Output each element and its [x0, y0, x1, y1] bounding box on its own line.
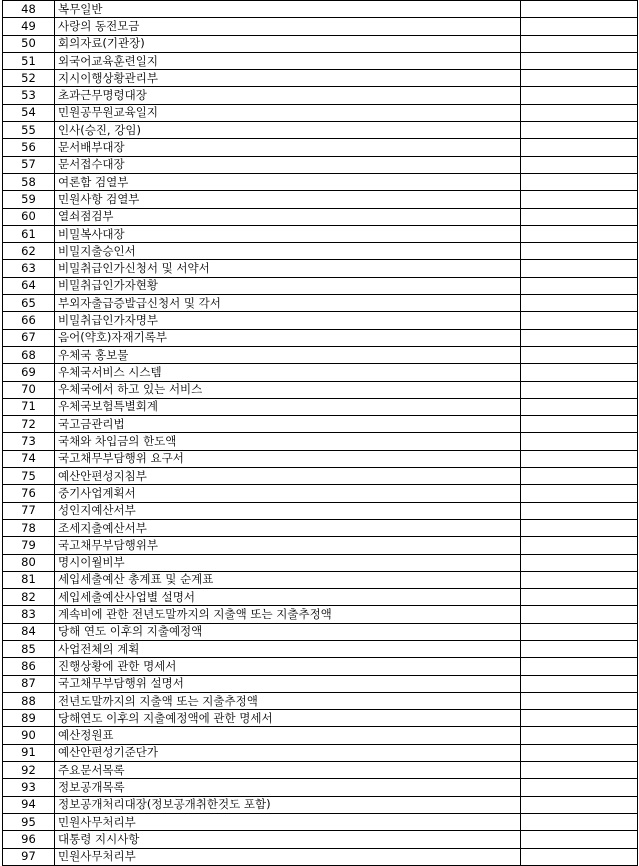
empty-cell — [521, 848, 638, 865]
row-number-cell: 78 — [3, 519, 55, 536]
table-row — [3, 813, 638, 830]
record-title-cell: 성인지예산서부 — [55, 502, 521, 519]
record-title-cell: 우체국서비스 시스템 — [55, 364, 521, 381]
empty-cell — [521, 468, 638, 485]
record-title-cell: 여론함 검열부 — [55, 173, 521, 190]
empty-cell — [521, 295, 638, 312]
record-title-cell: 비밀복사대장 — [55, 225, 521, 242]
empty-cell — [521, 796, 638, 813]
row-number-cell: 84 — [3, 623, 55, 640]
empty-cell — [521, 589, 638, 606]
record-title-cell: 민원공무원교육일지 — [55, 104, 521, 121]
row-number-cell: 81 — [3, 571, 55, 588]
table-row — [3, 744, 638, 761]
row-number-cell: 58 — [3, 173, 55, 190]
table-row — [3, 468, 638, 485]
empty-cell — [521, 104, 638, 121]
record-title-cell: 비밀지출승인서 — [55, 243, 521, 260]
row-number-cell: 54 — [3, 104, 55, 121]
empty-cell — [521, 433, 638, 450]
row-number-cell: 55 — [3, 122, 55, 139]
table-row — [3, 606, 638, 623]
empty-cell — [521, 346, 638, 363]
table-row — [3, 225, 638, 242]
record-title-cell: 외국어교육훈련일지 — [55, 52, 521, 69]
record-title-cell: 초과근무명령대장 — [55, 87, 521, 104]
empty-cell — [521, 727, 638, 744]
empty-cell — [521, 779, 638, 796]
record-title-cell: 지시이행상황관리부 — [55, 70, 521, 87]
table-row — [3, 398, 638, 415]
table-row — [3, 87, 638, 104]
table-row — [3, 554, 638, 571]
empty-cell — [521, 537, 638, 554]
row-number-cell: 51 — [3, 52, 55, 69]
record-title-cell: 중기사업계획서 — [55, 485, 521, 502]
row-number-cell: 73 — [3, 433, 55, 450]
record-title-cell: 세입세출예산사업별 설명서 — [55, 589, 521, 606]
table-row — [3, 848, 638, 865]
table-row — [3, 502, 638, 519]
record-title-cell: 우체국에서 하고 있는 서비스 — [55, 381, 521, 398]
row-number-cell: 69 — [3, 364, 55, 381]
table-row — [3, 381, 638, 398]
record-title-cell: 국고채무부담행위 설명서 — [55, 675, 521, 692]
empty-cell — [521, 710, 638, 727]
table-row — [3, 208, 638, 225]
record-title-cell: 정보공개목록 — [55, 779, 521, 796]
record-title-cell: 진행상황에 관한 명세서 — [55, 658, 521, 675]
table-row — [3, 831, 638, 848]
row-number-cell: 68 — [3, 346, 55, 363]
empty-cell — [521, 623, 638, 640]
empty-cell — [521, 173, 638, 190]
record-title-cell: 비밀취급인가자현황 — [55, 277, 521, 294]
table-row — [3, 243, 638, 260]
table-row — [3, 623, 638, 640]
row-number-cell: 79 — [3, 537, 55, 554]
row-number-cell: 91 — [3, 744, 55, 761]
empty-cell — [521, 398, 638, 415]
record-title-cell: 정보공개처리대장(정보공개취한것도 포함) — [55, 796, 521, 813]
table-row — [3, 416, 638, 433]
row-number-cell: 94 — [3, 796, 55, 813]
table-row — [3, 139, 638, 156]
record-title-cell: 회의자료(기관장) — [55, 35, 521, 52]
row-number-cell: 53 — [3, 87, 55, 104]
record-title-cell: 사랑의 동전모금 — [55, 18, 521, 35]
table-row — [3, 537, 638, 554]
table-row — [3, 519, 638, 536]
table-row — [3, 589, 638, 606]
empty-cell — [521, 156, 638, 173]
record-title-cell: 예산안편성기준단가 — [55, 744, 521, 761]
empty-cell — [521, 70, 638, 87]
record-title-cell: 문서접수대장 — [55, 156, 521, 173]
row-number-cell: 77 — [3, 502, 55, 519]
table-row — [3, 710, 638, 727]
record-title-cell: 비밀취급인가자명부 — [55, 312, 521, 329]
record-title-cell: 조세지출예산서부 — [55, 519, 521, 536]
table-row — [3, 156, 638, 173]
record-title-cell: 민원사무처리부 — [55, 848, 521, 865]
record-title-cell: 민원사무처리부 — [55, 813, 521, 830]
row-number-cell: 95 — [3, 813, 55, 830]
empty-cell — [521, 312, 638, 329]
row-number-cell: 56 — [3, 139, 55, 156]
row-number-cell: 66 — [3, 312, 55, 329]
row-number-cell: 52 — [3, 70, 55, 87]
empty-cell — [521, 831, 638, 848]
empty-cell — [521, 18, 638, 35]
record-title-cell: 국채와 차입금의 한도액 — [55, 433, 521, 450]
table-row — [3, 122, 638, 139]
empty-cell — [521, 260, 638, 277]
empty-cell — [521, 243, 638, 260]
row-number-cell: 90 — [3, 727, 55, 744]
row-number-cell: 60 — [3, 208, 55, 225]
row-number-cell: 50 — [3, 35, 55, 52]
empty-cell — [521, 813, 638, 830]
record-title-cell: 비밀취급인가신청서 및 서약서 — [55, 260, 521, 277]
empty-cell — [521, 87, 638, 104]
table-row — [3, 295, 638, 312]
record-title-cell: 음어(약호)자재기록부 — [55, 329, 521, 346]
records-table-body — [3, 1, 638, 866]
row-number-cell: 97 — [3, 848, 55, 865]
row-number-cell: 88 — [3, 692, 55, 709]
row-number-cell: 75 — [3, 468, 55, 485]
table-row — [3, 364, 638, 381]
empty-cell — [521, 744, 638, 761]
record-title-cell: 복무일반 — [55, 1, 521, 18]
empty-cell — [521, 519, 638, 536]
row-number-cell: 70 — [3, 381, 55, 398]
empty-cell — [521, 364, 638, 381]
empty-cell — [521, 381, 638, 398]
empty-cell — [521, 122, 638, 139]
record-title-cell: 대통령 지시사항 — [55, 831, 521, 848]
row-number-cell: 63 — [3, 260, 55, 277]
empty-cell — [521, 208, 638, 225]
table-row — [3, 485, 638, 502]
table-row — [3, 277, 638, 294]
record-title-cell: 예산안편성지침부 — [55, 468, 521, 485]
table-row — [3, 35, 638, 52]
empty-cell — [521, 675, 638, 692]
table-row — [3, 779, 638, 796]
record-title-cell: 당해연도 이후의 지출예정액에 관한 명세서 — [55, 710, 521, 727]
record-title-cell: 세입세출예산 총계표 및 순계표 — [55, 571, 521, 588]
record-title-cell: 사업전체의 계획 — [55, 640, 521, 657]
row-number-cell: 96 — [3, 831, 55, 848]
records-table — [2, 0, 638, 866]
record-title-cell: 열쇠점검부 — [55, 208, 521, 225]
row-number-cell: 49 — [3, 18, 55, 35]
record-title-cell: 민원사항 검열부 — [55, 191, 521, 208]
record-title-cell: 국고금관리법 — [55, 416, 521, 433]
table-row — [3, 70, 638, 87]
table-row — [3, 796, 638, 813]
table-row — [3, 191, 638, 208]
record-title-cell: 우체국 홍보물 — [55, 346, 521, 363]
row-number-cell: 83 — [3, 606, 55, 623]
row-number-cell: 74 — [3, 450, 55, 467]
table-row — [3, 260, 638, 277]
record-title-cell: 전년도말까지의 지출액 또는 지출추정액 — [55, 692, 521, 709]
empty-cell — [521, 450, 638, 467]
empty-cell — [521, 485, 638, 502]
empty-cell — [521, 416, 638, 433]
empty-cell — [521, 502, 638, 519]
row-number-cell: 57 — [3, 156, 55, 173]
record-title-cell: 문서배부대장 — [55, 139, 521, 156]
row-number-cell: 89 — [3, 710, 55, 727]
row-number-cell: 82 — [3, 589, 55, 606]
empty-cell — [521, 692, 638, 709]
empty-cell — [521, 1, 638, 18]
record-title-cell: 당해 연도 이후의 지출예정액 — [55, 623, 521, 640]
table-row — [3, 433, 638, 450]
table-row — [3, 104, 638, 121]
record-title-cell: 명시이월비부 — [55, 554, 521, 571]
record-title-cell: 부외자출급증발급신청서 및 각서 — [55, 295, 521, 312]
row-number-cell: 64 — [3, 277, 55, 294]
empty-cell — [521, 225, 638, 242]
row-number-cell: 93 — [3, 779, 55, 796]
table-row — [3, 329, 638, 346]
table-row — [3, 346, 638, 363]
row-number-cell: 72 — [3, 416, 55, 433]
row-number-cell: 92 — [3, 762, 55, 779]
table-row — [3, 727, 638, 744]
record-title-cell: 국고채무부담행위부 — [55, 537, 521, 554]
row-number-cell: 76 — [3, 485, 55, 502]
table-row — [3, 312, 638, 329]
table-row — [3, 173, 638, 190]
empty-cell — [521, 139, 638, 156]
table-row — [3, 762, 638, 779]
empty-cell — [521, 191, 638, 208]
row-number-cell: 65 — [3, 295, 55, 312]
record-title-cell: 국고채무부담행위 요구서 — [55, 450, 521, 467]
row-number-cell: 67 — [3, 329, 55, 346]
record-title-cell: 예산정원표 — [55, 727, 521, 744]
table-row — [3, 571, 638, 588]
record-title-cell: 우체국보험특별회계 — [55, 398, 521, 415]
empty-cell — [521, 277, 638, 294]
table-row — [3, 692, 638, 709]
table-row — [3, 18, 638, 35]
table-row — [3, 658, 638, 675]
table-row — [3, 640, 638, 657]
empty-cell — [521, 52, 638, 69]
table-row — [3, 52, 638, 69]
row-number-cell: 86 — [3, 658, 55, 675]
row-number-cell: 62 — [3, 243, 55, 260]
empty-cell — [521, 554, 638, 571]
empty-cell — [521, 35, 638, 52]
row-number-cell: 80 — [3, 554, 55, 571]
row-number-cell: 87 — [3, 675, 55, 692]
row-number-cell: 61 — [3, 225, 55, 242]
row-number-cell: 85 — [3, 640, 55, 657]
table-row — [3, 675, 638, 692]
row-number-cell: 71 — [3, 398, 55, 415]
row-number-cell: 59 — [3, 191, 55, 208]
empty-cell — [521, 571, 638, 588]
row-number-cell: 48 — [3, 1, 55, 18]
table-row — [3, 450, 638, 467]
record-title-cell: 계속비에 관한 전년도말까지의 지출액 또는 지출추정액 — [55, 606, 521, 623]
record-title-cell: 주요문서목록 — [55, 762, 521, 779]
table-row — [3, 1, 638, 18]
empty-cell — [521, 329, 638, 346]
record-title-cell: 인사(승진, 강임) — [55, 122, 521, 139]
empty-cell — [521, 640, 638, 657]
empty-cell — [521, 762, 638, 779]
empty-cell — [521, 606, 638, 623]
empty-cell — [521, 658, 638, 675]
